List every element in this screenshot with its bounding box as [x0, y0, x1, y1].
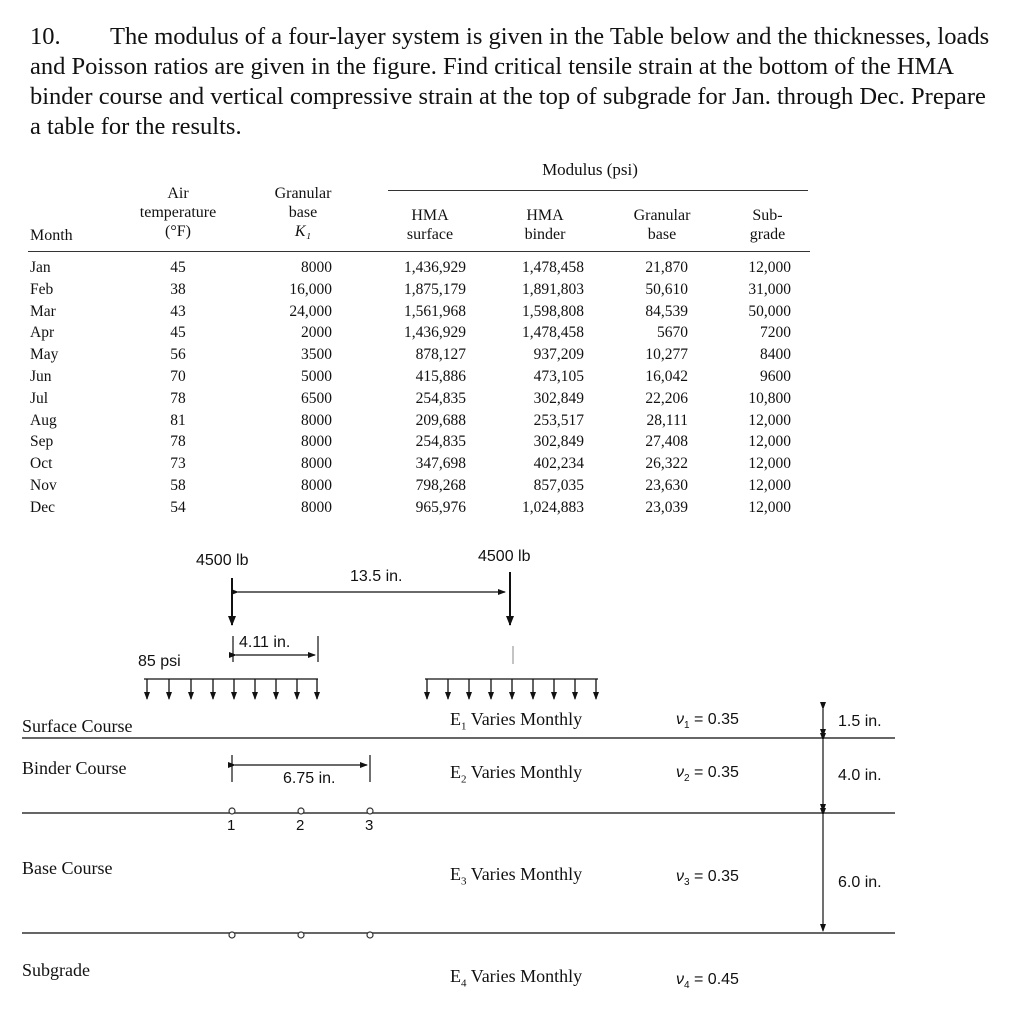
layer-base-label: Base Course — [22, 858, 113, 878]
table-cell: 402,234 — [533, 455, 584, 473]
table-cell: 73 — [170, 455, 186, 473]
table-cell: 1,891,803 — [522, 280, 584, 298]
poisson-nu3-label — [676, 868, 739, 888]
point-label-3: 3 — [365, 817, 374, 834]
header-hma-surface-line1: HMA — [411, 207, 449, 224]
table-cell: 253,517 — [533, 411, 584, 429]
table-cell: 254,835 — [415, 433, 466, 451]
table-cell: Jul — [30, 389, 49, 407]
table-cell: 9600 — [760, 367, 791, 385]
poisson-subscript: 2 — [684, 773, 690, 785]
left-pressure-arrows — [144, 679, 318, 699]
table-cell: 21,870 — [645, 259, 688, 276]
modulus-symbol: E — [450, 709, 461, 729]
table-cell: 23,630 — [645, 476, 688, 494]
table-cell: 12,000 — [748, 455, 791, 473]
spacing-label: 13.5 in. — [350, 568, 403, 585]
table-cell: 10,800 — [748, 389, 791, 407]
point-marker — [298, 808, 304, 814]
header-hma-binder-line2: binder — [524, 226, 566, 243]
modulus-text: Varies Monthly — [470, 966, 583, 986]
table-cell: 45 — [170, 259, 186, 276]
table-cell: 2000 — [301, 324, 332, 342]
table-cell: 3500 — [301, 346, 332, 364]
poisson-symbol: ν — [676, 868, 684, 885]
table-cell: 1,478,458 — [522, 259, 584, 276]
thickness-surface-label: 1.5 in. — [838, 713, 882, 730]
table-cell: Mar — [30, 302, 56, 320]
modulus-e2-label — [450, 762, 582, 786]
table-cell: 81 — [170, 411, 186, 429]
table-cell: 1,024,883 — [522, 498, 584, 516]
table-cell: Sep — [30, 433, 54, 451]
header-subgrade-line1: Sub- — [752, 207, 783, 224]
table-cell: May — [30, 346, 59, 364]
table-cell: Jun — [30, 367, 52, 385]
table-cell: 7200 — [760, 324, 791, 342]
poisson-value: = 0.35 — [694, 711, 739, 728]
table-cell: 8000 — [301, 476, 332, 494]
modulus-title: Modulus (psi) — [542, 160, 638, 179]
header-air-temp-line3: (°F) — [165, 223, 191, 240]
table-cell: 24,000 — [289, 302, 332, 320]
table-cell: 302,849 — [533, 389, 584, 407]
poisson-value: = 0.35 — [694, 764, 739, 781]
header-granular-k1-line3: K₁ — [294, 223, 312, 240]
table-cell: 12,000 — [748, 476, 791, 494]
table-cell: 23,039 — [645, 498, 688, 516]
header-granular-k1-line2: base — [288, 204, 318, 221]
modulus-text: Varies Monthly — [470, 762, 583, 782]
table-cell: 70 — [170, 367, 186, 385]
table-cell: 27,408 — [645, 433, 688, 451]
modulus-e4-label — [450, 966, 582, 990]
modulus-symbol: E — [450, 762, 461, 782]
table-cell: 16,042 — [645, 367, 688, 385]
offset-label: 6.75 in. — [283, 770, 336, 787]
table-cell: 1,561,968 — [404, 302, 466, 320]
modulus-symbol: E — [450, 966, 461, 986]
point-label-1: 1 — [227, 817, 236, 834]
point-marker — [367, 932, 373, 938]
modulus-symbol: E — [450, 864, 461, 884]
table-cell: Dec — [30, 498, 55, 516]
table-cell: 857,035 — [533, 476, 584, 494]
table-cell: 50,000 — [748, 302, 791, 320]
table-cell: 254,835 — [415, 389, 466, 407]
header-granular-base-line1: Granular — [633, 207, 691, 224]
table-cell: 5000 — [301, 367, 332, 385]
header-air-temp-line2: temperature — [139, 204, 217, 221]
table-cell: 8000 — [301, 433, 332, 451]
poisson-symbol: ν — [676, 764, 684, 781]
modulus-e3-label — [450, 864, 582, 888]
point-marker — [229, 932, 235, 938]
table-cell: 22,206 — [645, 389, 688, 407]
table-cell: Jan — [30, 259, 51, 276]
table-cell: 302,849 — [533, 433, 584, 451]
table-cell: 28,111 — [646, 411, 688, 429]
table-cell: 473,105 — [533, 367, 584, 385]
poisson-nu4-label — [676, 971, 739, 991]
table-cell: 78 — [170, 389, 186, 407]
left-load-label: 4500 lb — [196, 552, 249, 569]
thickness-binder-label: 4.0 in. — [838, 767, 882, 784]
poisson-symbol: ν — [676, 711, 684, 728]
table-cell: 8000 — [301, 455, 332, 473]
table-cell: 965,976 — [415, 498, 466, 516]
table-cell: 43 — [170, 302, 186, 320]
table-cell: 58 — [170, 476, 186, 494]
table-cell: 8400 — [760, 346, 791, 364]
table-cell: 12,000 — [748, 259, 791, 276]
table-cell: 84,539 — [645, 302, 688, 320]
right-load-label: 4500 lb — [478, 548, 531, 565]
table-cell: 1,478,458 — [522, 324, 584, 342]
poisson-nu1-label — [676, 711, 739, 731]
table-cell: 209,688 — [415, 411, 466, 429]
table-cell: Nov — [30, 476, 57, 494]
problem-number: 10. — [30, 23, 61, 50]
point-marker — [298, 932, 304, 938]
table-cell: 45 — [170, 324, 186, 342]
poisson-subscript: 1 — [684, 720, 690, 732]
header-hma-binder-line1: HMA — [526, 207, 564, 224]
header-granular-k1-line1: Granular — [274, 185, 332, 202]
point-label-2: 2 — [296, 817, 305, 834]
table-cell: 5670 — [657, 324, 688, 342]
table-cell: Oct — [30, 455, 53, 473]
poisson-value: = 0.45 — [694, 971, 739, 988]
modulus-text: Varies Monthly — [470, 709, 583, 729]
right-pressure-arrows — [425, 679, 598, 699]
table-cell: 1,598,808 — [522, 302, 584, 320]
point-marker — [367, 808, 373, 814]
header-granular-base-line2: base — [647, 226, 677, 243]
table-cell: 1,436,929 — [404, 324, 466, 342]
table-cell: 8000 — [301, 411, 332, 429]
table-cell: 1,875,179 — [404, 280, 466, 298]
table-cell: 12,000 — [748, 498, 791, 516]
table-cell: 878,127 — [415, 346, 466, 364]
table-cell: 8000 — [301, 498, 332, 516]
table-cell: 937,209 — [533, 346, 584, 364]
table-cell: 6500 — [301, 389, 332, 407]
table-cell: 26,322 — [645, 455, 688, 473]
table-cell: 347,698 — [415, 455, 466, 473]
problem-text: The modulus of a four-layer system is given in the Table below and the thicknesses, loads and Poisson ratios are given in the figure. Find critical tensile strain at the bottom of the HMA binder course and vertical compressive strain at the top of subgrade for Jan. through Dec. Prepare a table for the results. — [30, 23, 990, 140]
poisson-subscript: 3 — [684, 877, 690, 889]
poisson-symbol: ν — [676, 971, 684, 988]
table-cell: Feb — [30, 280, 54, 298]
header-subgrade-line2: grade — [749, 226, 786, 243]
table-cell: 54 — [170, 498, 186, 516]
header-month: Month — [30, 227, 73, 244]
table-cell: Apr — [30, 324, 55, 342]
poisson-value: = 0.35 — [694, 868, 739, 885]
header-air-temp-line1: Air — [167, 185, 189, 202]
table-cell: 12,000 — [748, 411, 791, 429]
table-cell: 8000 — [301, 259, 332, 276]
poisson-subscript: 4 — [684, 980, 690, 992]
layer-binder-label: Binder Course — [22, 758, 127, 778]
modulus-text: Varies Monthly — [470, 864, 583, 884]
table-cell: 50,610 — [645, 280, 688, 298]
table-cell: Aug — [30, 411, 57, 429]
table-cell: 1,436,929 — [404, 259, 466, 276]
table-cell: 16,000 — [289, 280, 332, 298]
poisson-nu2-label — [676, 764, 739, 784]
modulus-subscript: 2 — [461, 773, 467, 786]
layer-surface-label: Surface Course — [22, 716, 133, 736]
table-cell: 12,000 — [748, 433, 791, 451]
modulus-subscript: 3 — [461, 875, 467, 888]
point-marker — [229, 808, 235, 814]
table-cell: 56 — [170, 346, 186, 364]
layer-subgrade-label: Subgrade — [22, 960, 90, 980]
thickness-base-label: 6.0 in. — [838, 874, 882, 891]
table-cell: 798,268 — [415, 476, 466, 494]
radius-label: 4.11 in. — [239, 634, 291, 651]
table-cell: 38 — [170, 280, 186, 298]
modulus-e1-label — [450, 709, 582, 733]
table-cell: 78 — [170, 433, 186, 451]
table-cell: 31,000 — [748, 280, 791, 298]
pressure-label: 85 psi — [138, 653, 181, 670]
table-cell: 415,886 — [415, 367, 466, 385]
modulus-subscript: 1 — [461, 720, 467, 733]
table-cell: 10,277 — [645, 346, 688, 364]
modulus-subscript: 4 — [461, 977, 467, 990]
header-hma-surface-line2: surface — [406, 226, 454, 243]
